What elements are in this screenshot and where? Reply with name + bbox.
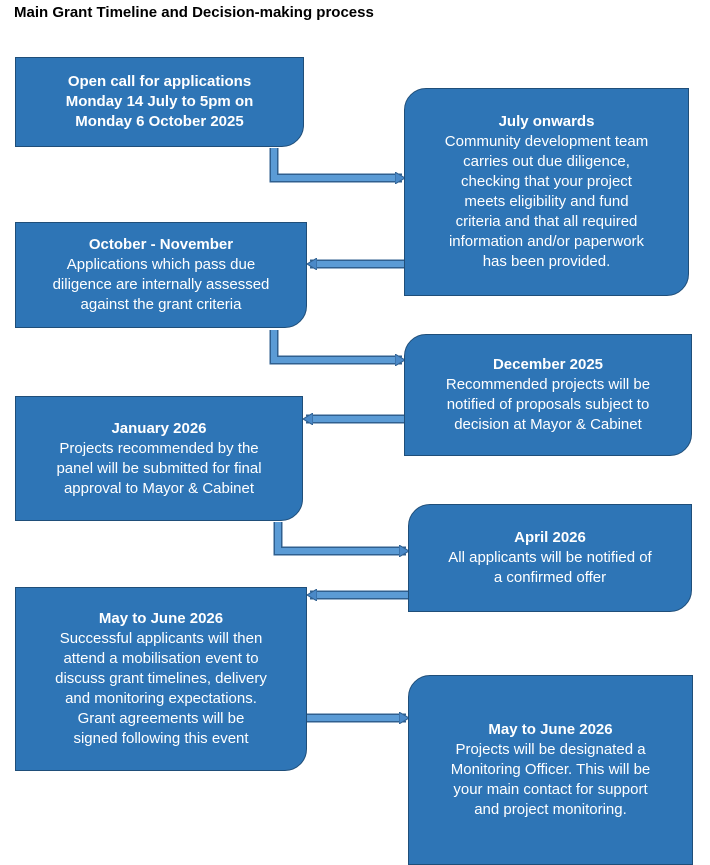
step-heading: October - November: [88, 236, 234, 253]
step-due-diligence: [404, 88, 689, 296]
step-heading: May to June 2026: [488, 721, 613, 738]
arrow-step1-to-step2: [274, 148, 402, 178]
step-open-call: [15, 57, 304, 147]
step-heading: December 2025: [492, 356, 604, 373]
step-description: Recommended projects will be notified of proposals subject to decision at Mayor & Cabinet: [445, 376, 651, 433]
step-monitoring-officer: [408, 675, 693, 865]
step-description: Successful applicants will then attend a mobilisation event to discuss grant timelines, delivery and monitoring expectations. Grant agreements will be signed following this event: [55, 630, 267, 747]
step-internal-assessment: [15, 222, 307, 328]
step-description: Projects will be designated a Monitoring Officer. This will be your main contact for support and project monitoring.: [450, 741, 651, 818]
step-heading: Open call for applications Monday 14 July to 5pm on Monday 6 October 2025: [65, 73, 254, 130]
step-recommendations-notified: [404, 334, 692, 456]
step-description: Projects recommended by the panel will be submitted for final approval to Mayor & Cabinet: [56, 439, 262, 497]
arrow-step3-to-step4: [274, 330, 402, 360]
page-title: Main Grant Timeline and Decision-making process: [14, 4, 374, 21]
step-description: Applications which pass due diligence are internally assessed against the grant criteria: [52, 256, 270, 313]
step-offer-confirmed: [408, 504, 692, 612]
step-heading: May to June 2026: [98, 610, 224, 627]
step-heading: July onwards: [498, 113, 595, 130]
step-description: Community development team carries out due diligence, checking that your project meets eligibility and fund criteria and that all required information and/or paperwork has been provided.: [444, 133, 649, 270]
step-mobilisation-event: [15, 587, 307, 771]
step-heading: April 2026: [514, 529, 586, 546]
step-description: All applicants will be notified of a confirmed offer: [448, 549, 652, 586]
arrow-step5-to-step6: [278, 522, 406, 551]
step-heading: January 2026: [111, 419, 207, 437]
step-final-approval: [15, 396, 303, 521]
